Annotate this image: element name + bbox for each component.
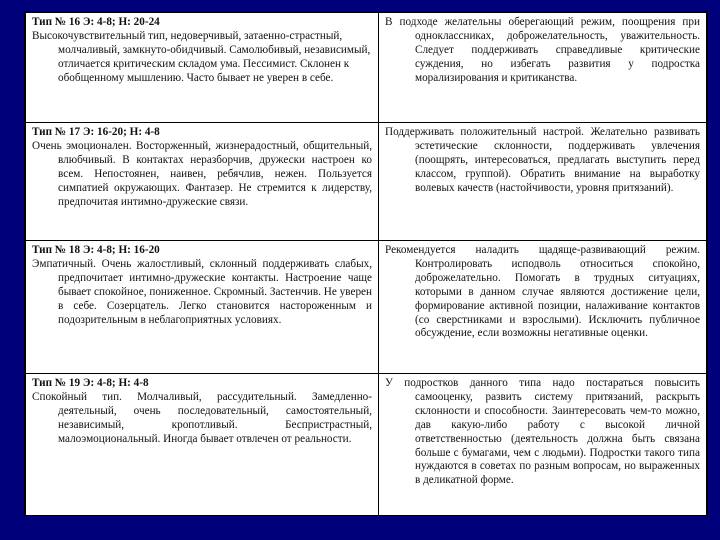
type-title: Тип № 18 Э: 4-8; Н: 16-20 [32, 244, 160, 256]
type-description: Спокойный тип. Молчаливый, рассудительный. Замедленно-деятельный, очень последовательный, самостоятельный, независимый, кропотливый. Беспристрастный, малоэмоциональный. Иногда бывает отвлечен от реальности. [32, 390, 372, 445]
table-row [26, 374, 707, 516]
type-description: Эмпатичный. Очень жалостливый, склонный поддерживать слабых, предпочитает интимно-дружеские контакты. Настроение чаще бывает спокойное, пониженное. Скромный. Застенчив. Не уверен в себе. Созерцатель. Легко становится настороженным и подозрительным в неблагоприятных условиях. [32, 257, 372, 326]
recommendation-text: Рекомендуется наладить щадяще-развивающий режим. Контролировать исподволь относиться спокойно, доброжелательно. Помогать в трудных ситуациях, которыми в данном случае являются достижение цели, формирование активной позиции, налаживание контактов (со сверстниками и взрослыми). Исключить публичное обсуждение, если возможны негативные оценки. [385, 244, 700, 340]
type-title: Тип № 16 Э: 4-8; Н: 20-24 [32, 16, 160, 28]
table-row [26, 13, 707, 123]
type-description-cell [26, 374, 379, 516]
type-description-cell [26, 13, 379, 123]
document-sheet [24, 11, 708, 516]
recommendation-cell [379, 241, 707, 374]
type-title: Тип № 17 Э: 16-20; Н: 4-8 [32, 126, 160, 138]
type-description-cell [26, 123, 379, 241]
type-description: Очень эмоционален. Восторженный, жизнерадостный, общительный, влюбчивый. В контактах неразборчив, дружески настроен ко всем. Непостоянен, наивен, ребячлив, нежен. Пользуется симпатией окружающих. Фантазер. Не стремится к лидерству, предпочитая интимно-дружеские связи. [32, 139, 372, 208]
type-title: Тип № 19 Э: 4-8; Н: 4-8 [32, 377, 149, 389]
type-description-cell [26, 241, 379, 374]
recommendation-cell [379, 374, 707, 516]
recommendation-text: У подростков данного типа надо постараться повысить самооценку, развить систему притязаний, раскрыть склонности и способности. Заинтересовать чем-то можно, дав какую-либо работу с высокой личной ответственностью (деятельность должна быть связана больше с бумагами, чем с людьми). Подростки такого типа нуждаются в советах по разным вопросам, но выраженных в деликатной форме. [385, 377, 700, 487]
recommendation-cell [379, 123, 707, 241]
recommendation-cell [379, 13, 707, 123]
types-table [25, 12, 707, 516]
recommendation-text: В подходе желательны оберегающий режим, поощрения при одноклассниках, доброжелательность, уважительность. Следует поддерживать справедливые критические суждения, но избегать развития у подростка морализирования и критиканства. [385, 16, 700, 84]
table-row [26, 123, 707, 241]
type-description: Высокочувствительный тип, недоверчивый, затаенно-страстный, молчаливый, замкнуто-обидчивый. Самолюбивый, независимый, отличается критическим складом ума. Пессимист. Склонен к обобщенному мышлению. Часто бывает не уверен в себе. [32, 29, 371, 84]
table-row [26, 241, 707, 374]
recommendation-text: Поддерживать положительный настрой. Желательно развивать эстетические склонности, поддерживать увлечения (поощрять, интересоваться, предлагать выступить перед классом, группой). Обратить внимание на выработку волевых качеств (настойчивости, уровня притязаний). [385, 126, 700, 194]
